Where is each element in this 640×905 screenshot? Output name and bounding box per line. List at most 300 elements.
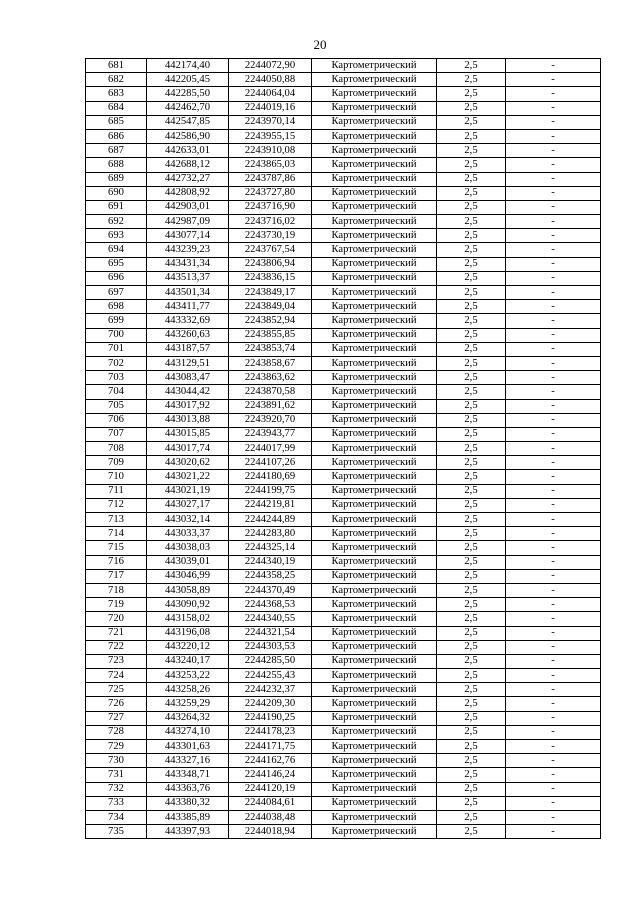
description-cell: - — [506, 427, 601, 441]
accuracy-cell: 2,5 — [437, 470, 506, 484]
description-cell: - — [506, 158, 601, 172]
description-cell: - — [506, 626, 601, 640]
method-cell: Картометрический — [312, 725, 437, 739]
accuracy-cell: 2,5 — [437, 101, 506, 115]
accuracy-cell: 2,5 — [437, 697, 506, 711]
y-coordinate-cell: 2244283,80 — [229, 527, 312, 541]
description-cell: - — [506, 498, 601, 512]
table-row — [86, 286, 601, 300]
table-row — [86, 442, 601, 456]
accuracy-cell: 2,5 — [437, 158, 506, 172]
method-cell: Картометрический — [312, 782, 437, 796]
x-coordinate-cell: 443348,71 — [147, 768, 229, 782]
point-number-cell: 698 — [86, 300, 147, 314]
accuracy-cell: 2,5 — [437, 328, 506, 342]
y-coordinate-cell: 2243891,62 — [229, 399, 312, 413]
y-coordinate-cell: 2244325,14 — [229, 541, 312, 555]
description-cell: - — [506, 73, 601, 87]
x-coordinate-cell: 443020,62 — [147, 456, 229, 470]
y-coordinate-cell: 2244107,26 — [229, 456, 312, 470]
table-row — [86, 115, 601, 129]
point-number-cell: 709 — [86, 456, 147, 470]
method-cell: Картометрический — [312, 513, 437, 527]
table-row — [86, 583, 601, 597]
description-cell: - — [506, 470, 601, 484]
x-coordinate-cell: 443038,03 — [147, 541, 229, 555]
method-cell: Картометрический — [312, 555, 437, 569]
y-coordinate-cell: 2244180,69 — [229, 470, 312, 484]
coordinates-table — [85, 58, 601, 839]
accuracy-cell: 2,5 — [437, 413, 506, 427]
description-cell: - — [506, 129, 601, 143]
y-coordinate-cell: 2244064,04 — [229, 87, 312, 101]
y-coordinate-cell: 2243852,94 — [229, 314, 312, 328]
x-coordinate-cell: 443258,26 — [147, 683, 229, 697]
point-number-cell: 729 — [86, 740, 147, 754]
method-cell: Картометрический — [312, 484, 437, 498]
x-coordinate-cell: 443259,29 — [147, 697, 229, 711]
x-coordinate-cell: 443129,51 — [147, 356, 229, 370]
x-coordinate-cell: 443187,57 — [147, 342, 229, 356]
table-row — [86, 484, 601, 498]
accuracy-cell: 2,5 — [437, 541, 506, 555]
method-cell: Картометрический — [312, 215, 437, 229]
y-coordinate-cell: 2244190,25 — [229, 711, 312, 725]
point-number-cell: 714 — [86, 527, 147, 541]
method-cell: Картометрический — [312, 456, 437, 470]
table-row — [86, 711, 601, 725]
description-cell: - — [506, 598, 601, 612]
table-row — [86, 740, 601, 754]
y-coordinate-cell: 2244340,55 — [229, 612, 312, 626]
table-row — [86, 697, 601, 711]
point-number-cell: 690 — [86, 186, 147, 200]
accuracy-cell: 2,5 — [437, 654, 506, 668]
accuracy-cell: 2,5 — [437, 768, 506, 782]
method-cell: Картометрический — [312, 144, 437, 158]
table-row — [86, 200, 601, 214]
point-number-cell: 702 — [86, 356, 147, 370]
description-cell: - — [506, 697, 601, 711]
accuracy-cell: 2,5 — [437, 612, 506, 626]
x-coordinate-cell: 443058,89 — [147, 583, 229, 597]
accuracy-cell: 2,5 — [437, 356, 506, 370]
x-coordinate-cell: 442903,01 — [147, 200, 229, 214]
x-coordinate-cell: 443017,74 — [147, 442, 229, 456]
point-number-cell: 735 — [86, 825, 147, 839]
method-cell: Картометрический — [312, 598, 437, 612]
x-coordinate-cell: 443385,89 — [147, 810, 229, 824]
method-cell: Картометрический — [312, 669, 437, 683]
accuracy-cell: 2,5 — [437, 59, 506, 73]
table-row — [86, 569, 601, 583]
accuracy-cell: 2,5 — [437, 754, 506, 768]
table-row — [86, 73, 601, 87]
point-number-cell: 699 — [86, 314, 147, 328]
description-cell: - — [506, 59, 601, 73]
accuracy-cell: 2,5 — [437, 342, 506, 356]
accuracy-cell: 2,5 — [437, 399, 506, 413]
point-number-cell: 719 — [86, 598, 147, 612]
description-cell: - — [506, 342, 601, 356]
x-coordinate-cell: 443013,88 — [147, 413, 229, 427]
accuracy-cell: 2,5 — [437, 115, 506, 129]
x-coordinate-cell: 443017,92 — [147, 399, 229, 413]
y-coordinate-cell: 2243849,17 — [229, 286, 312, 300]
method-cell: Картометрический — [312, 200, 437, 214]
description-cell: - — [506, 172, 601, 186]
table-row — [86, 186, 601, 200]
table-row — [86, 413, 601, 427]
table-row — [86, 271, 601, 285]
table-row — [86, 87, 601, 101]
table-row — [86, 229, 601, 243]
method-cell: Картометрический — [312, 498, 437, 512]
point-number-cell: 693 — [86, 229, 147, 243]
method-cell: Картометрический — [312, 740, 437, 754]
y-coordinate-cell: 2244370,49 — [229, 583, 312, 597]
table-row — [86, 385, 601, 399]
table-row — [86, 654, 601, 668]
point-number-cell: 694 — [86, 243, 147, 257]
y-coordinate-cell: 2244232,37 — [229, 683, 312, 697]
method-cell: Картометрический — [312, 683, 437, 697]
y-coordinate-cell: 2244019,16 — [229, 101, 312, 115]
description-cell: - — [506, 300, 601, 314]
x-coordinate-cell: 442547,85 — [147, 115, 229, 129]
description-cell: - — [506, 740, 601, 754]
method-cell: Картометрический — [312, 356, 437, 370]
method-cell: Картометрический — [312, 158, 437, 172]
method-cell: Картометрический — [312, 115, 437, 129]
table-row — [86, 683, 601, 697]
accuracy-cell: 2,5 — [437, 683, 506, 697]
point-number-cell: 681 — [86, 59, 147, 73]
table-row — [86, 456, 601, 470]
description-cell: - — [506, 725, 601, 739]
method-cell: Картометрический — [312, 371, 437, 385]
x-coordinate-cell: 443332,69 — [147, 314, 229, 328]
accuracy-cell: 2,5 — [437, 598, 506, 612]
accuracy-cell: 2,5 — [437, 73, 506, 87]
table-row — [86, 626, 601, 640]
accuracy-cell: 2,5 — [437, 810, 506, 824]
x-coordinate-cell: 443220,12 — [147, 640, 229, 654]
description-cell: - — [506, 413, 601, 427]
accuracy-cell: 2,5 — [437, 371, 506, 385]
table-row — [86, 640, 601, 654]
method-cell: Картометрический — [312, 59, 437, 73]
method-cell: Картометрический — [312, 229, 437, 243]
accuracy-cell: 2,5 — [437, 442, 506, 456]
table-row — [86, 314, 601, 328]
x-coordinate-cell: 442808,92 — [147, 186, 229, 200]
y-coordinate-cell: 2243730,19 — [229, 229, 312, 243]
description-cell: - — [506, 555, 601, 569]
point-number-cell: 695 — [86, 257, 147, 271]
method-cell: Картометрический — [312, 754, 437, 768]
table-row — [86, 101, 601, 115]
point-number-cell: 721 — [86, 626, 147, 640]
accuracy-cell: 2,5 — [437, 172, 506, 186]
point-number-cell: 711 — [86, 484, 147, 498]
method-cell: Картометрический — [312, 541, 437, 555]
method-cell: Картометрический — [312, 73, 437, 87]
y-coordinate-cell: 2244199,75 — [229, 484, 312, 498]
x-coordinate-cell: 443264,32 — [147, 711, 229, 725]
coordinates-table-body — [86, 59, 601, 839]
y-coordinate-cell: 2243970,14 — [229, 115, 312, 129]
accuracy-cell: 2,5 — [437, 87, 506, 101]
method-cell: Картометрический — [312, 442, 437, 456]
accuracy-cell: 2,5 — [437, 583, 506, 597]
description-cell: - — [506, 356, 601, 370]
table-row — [86, 768, 601, 782]
description-cell: - — [506, 215, 601, 229]
method-cell: Картометрический — [312, 385, 437, 399]
method-cell: Картометрический — [312, 796, 437, 810]
point-number-cell: 728 — [86, 725, 147, 739]
point-number-cell: 705 — [86, 399, 147, 413]
accuracy-cell: 2,5 — [437, 527, 506, 541]
table-row — [86, 513, 601, 527]
accuracy-cell: 2,5 — [437, 456, 506, 470]
accuracy-cell: 2,5 — [437, 498, 506, 512]
point-number-cell: 717 — [86, 569, 147, 583]
point-number-cell: 732 — [86, 782, 147, 796]
y-coordinate-cell: 2243836,15 — [229, 271, 312, 285]
x-coordinate-cell: 443513,37 — [147, 271, 229, 285]
table-row — [86, 427, 601, 441]
table-row — [86, 215, 601, 229]
table-row — [86, 782, 601, 796]
point-number-cell: 720 — [86, 612, 147, 626]
table-row — [86, 669, 601, 683]
y-coordinate-cell: 2243865,03 — [229, 158, 312, 172]
y-coordinate-cell: 2243870,58 — [229, 385, 312, 399]
y-coordinate-cell: 2244358,25 — [229, 569, 312, 583]
point-number-cell: 725 — [86, 683, 147, 697]
description-cell: - — [506, 385, 601, 399]
y-coordinate-cell: 2244084,61 — [229, 796, 312, 810]
point-number-cell: 734 — [86, 810, 147, 824]
accuracy-cell: 2,5 — [437, 725, 506, 739]
y-coordinate-cell: 2244162,76 — [229, 754, 312, 768]
x-coordinate-cell: 443327,16 — [147, 754, 229, 768]
table-row — [86, 144, 601, 158]
point-number-cell: 700 — [86, 328, 147, 342]
y-coordinate-cell: 2243716,02 — [229, 215, 312, 229]
point-number-cell: 696 — [86, 271, 147, 285]
description-cell: - — [506, 654, 601, 668]
description-cell: - — [506, 314, 601, 328]
table-row — [86, 243, 601, 257]
point-number-cell: 718 — [86, 583, 147, 597]
method-cell: Картометрический — [312, 640, 437, 654]
x-coordinate-cell: 443077,14 — [147, 229, 229, 243]
method-cell: Картометрический — [312, 825, 437, 839]
accuracy-cell: 2,5 — [437, 640, 506, 654]
x-coordinate-cell: 443021,19 — [147, 484, 229, 498]
y-coordinate-cell: 2244120,19 — [229, 782, 312, 796]
x-coordinate-cell: 443039,01 — [147, 555, 229, 569]
y-coordinate-cell: 2243863,62 — [229, 371, 312, 385]
point-number-cell: 715 — [86, 541, 147, 555]
x-coordinate-cell: 443363,76 — [147, 782, 229, 796]
point-number-cell: 730 — [86, 754, 147, 768]
x-coordinate-cell: 442586,90 — [147, 129, 229, 143]
y-coordinate-cell: 2243767,54 — [229, 243, 312, 257]
accuracy-cell: 2,5 — [437, 669, 506, 683]
table-row — [86, 371, 601, 385]
table-row — [86, 257, 601, 271]
x-coordinate-cell: 443260,63 — [147, 328, 229, 342]
point-number-cell: 707 — [86, 427, 147, 441]
y-coordinate-cell: 2243806,94 — [229, 257, 312, 271]
method-cell: Картометрический — [312, 286, 437, 300]
accuracy-cell: 2,5 — [437, 385, 506, 399]
method-cell: Картометрический — [312, 583, 437, 597]
description-cell: - — [506, 825, 601, 839]
point-number-cell: 713 — [86, 513, 147, 527]
x-coordinate-cell: 443301,63 — [147, 740, 229, 754]
y-coordinate-cell: 2244303,53 — [229, 640, 312, 654]
method-cell: Картометрический — [312, 470, 437, 484]
description-cell: - — [506, 371, 601, 385]
y-coordinate-cell: 2244146,24 — [229, 768, 312, 782]
method-cell: Картометрический — [312, 342, 437, 356]
table-row — [86, 527, 601, 541]
y-coordinate-cell: 2244171,75 — [229, 740, 312, 754]
method-cell: Картометрический — [312, 257, 437, 271]
point-number-cell: 691 — [86, 200, 147, 214]
accuracy-cell: 2,5 — [437, 555, 506, 569]
y-coordinate-cell: 2243920,70 — [229, 413, 312, 427]
y-coordinate-cell: 2243910,08 — [229, 144, 312, 158]
x-coordinate-cell: 442205,45 — [147, 73, 229, 87]
y-coordinate-cell: 2243727,80 — [229, 186, 312, 200]
x-coordinate-cell: 443032,14 — [147, 513, 229, 527]
table-row — [86, 356, 601, 370]
x-coordinate-cell: 443046,99 — [147, 569, 229, 583]
x-coordinate-cell: 443021,22 — [147, 470, 229, 484]
x-coordinate-cell: 442688,12 — [147, 158, 229, 172]
point-number-cell: 682 — [86, 73, 147, 87]
table-row — [86, 825, 601, 839]
description-cell: - — [506, 484, 601, 498]
y-coordinate-cell: 2244018,94 — [229, 825, 312, 839]
method-cell: Картометрический — [312, 810, 437, 824]
point-number-cell: 683 — [86, 87, 147, 101]
point-number-cell: 701 — [86, 342, 147, 356]
accuracy-cell: 2,5 — [437, 286, 506, 300]
table-row — [86, 612, 601, 626]
point-number-cell: 722 — [86, 640, 147, 654]
description-cell: - — [506, 328, 601, 342]
x-coordinate-cell: 442633,01 — [147, 144, 229, 158]
y-coordinate-cell: 2244219,81 — [229, 498, 312, 512]
x-coordinate-cell: 442174,40 — [147, 59, 229, 73]
description-cell: - — [506, 200, 601, 214]
y-coordinate-cell: 2244209,30 — [229, 697, 312, 711]
point-number-cell: 704 — [86, 385, 147, 399]
y-coordinate-cell: 2244017,99 — [229, 442, 312, 456]
description-cell: - — [506, 810, 601, 824]
description-cell: - — [506, 186, 601, 200]
description-cell: - — [506, 115, 601, 129]
point-number-cell: 712 — [86, 498, 147, 512]
accuracy-cell: 2,5 — [437, 300, 506, 314]
method-cell: Картометрический — [312, 186, 437, 200]
accuracy-cell: 2,5 — [437, 484, 506, 498]
table-row — [86, 754, 601, 768]
x-coordinate-cell: 443411,77 — [147, 300, 229, 314]
y-coordinate-cell: 2243855,85 — [229, 328, 312, 342]
table-row — [86, 172, 601, 186]
x-coordinate-cell: 443501,34 — [147, 286, 229, 300]
x-coordinate-cell: 442987,09 — [147, 215, 229, 229]
point-number-cell: 685 — [86, 115, 147, 129]
y-coordinate-cell: 2244050,88 — [229, 73, 312, 87]
point-number-cell: 692 — [86, 215, 147, 229]
y-coordinate-cell: 2244038,48 — [229, 810, 312, 824]
accuracy-cell: 2,5 — [437, 427, 506, 441]
accuracy-cell: 2,5 — [437, 825, 506, 839]
table-row — [86, 158, 601, 172]
method-cell: Картометрический — [312, 527, 437, 541]
method-cell: Картометрический — [312, 711, 437, 725]
table-row — [86, 498, 601, 512]
y-coordinate-cell: 2244285,50 — [229, 654, 312, 668]
point-number-cell: 716 — [86, 555, 147, 569]
point-number-cell: 684 — [86, 101, 147, 115]
table-row — [86, 555, 601, 569]
point-number-cell: 687 — [86, 144, 147, 158]
point-number-cell: 727 — [86, 711, 147, 725]
description-cell: - — [506, 527, 601, 541]
x-coordinate-cell: 443431,34 — [147, 257, 229, 271]
description-cell: - — [506, 399, 601, 413]
y-coordinate-cell: 2243716,90 — [229, 200, 312, 214]
description-cell: - — [506, 640, 601, 654]
description-cell: - — [506, 541, 601, 555]
point-number-cell: 731 — [86, 768, 147, 782]
table-row — [86, 342, 601, 356]
point-number-cell: 724 — [86, 669, 147, 683]
accuracy-cell: 2,5 — [437, 186, 506, 200]
description-cell: - — [506, 144, 601, 158]
accuracy-cell: 2,5 — [437, 569, 506, 583]
method-cell: Картометрический — [312, 569, 437, 583]
x-coordinate-cell: 443015,85 — [147, 427, 229, 441]
point-number-cell: 733 — [86, 796, 147, 810]
y-coordinate-cell: 2243858,67 — [229, 356, 312, 370]
table-row — [86, 810, 601, 824]
x-coordinate-cell: 443158,02 — [147, 612, 229, 626]
description-cell: - — [506, 87, 601, 101]
y-coordinate-cell: 2243787,86 — [229, 172, 312, 186]
point-number-cell: 697 — [86, 286, 147, 300]
accuracy-cell: 2,5 — [437, 513, 506, 527]
y-coordinate-cell: 2244178,23 — [229, 725, 312, 739]
x-coordinate-cell: 442462,70 — [147, 101, 229, 115]
point-number-cell: 706 — [86, 413, 147, 427]
x-coordinate-cell: 443196,08 — [147, 626, 229, 640]
accuracy-cell: 2,5 — [437, 782, 506, 796]
x-coordinate-cell: 443239,23 — [147, 243, 229, 257]
x-coordinate-cell: 442732,27 — [147, 172, 229, 186]
x-coordinate-cell: 443083,47 — [147, 371, 229, 385]
